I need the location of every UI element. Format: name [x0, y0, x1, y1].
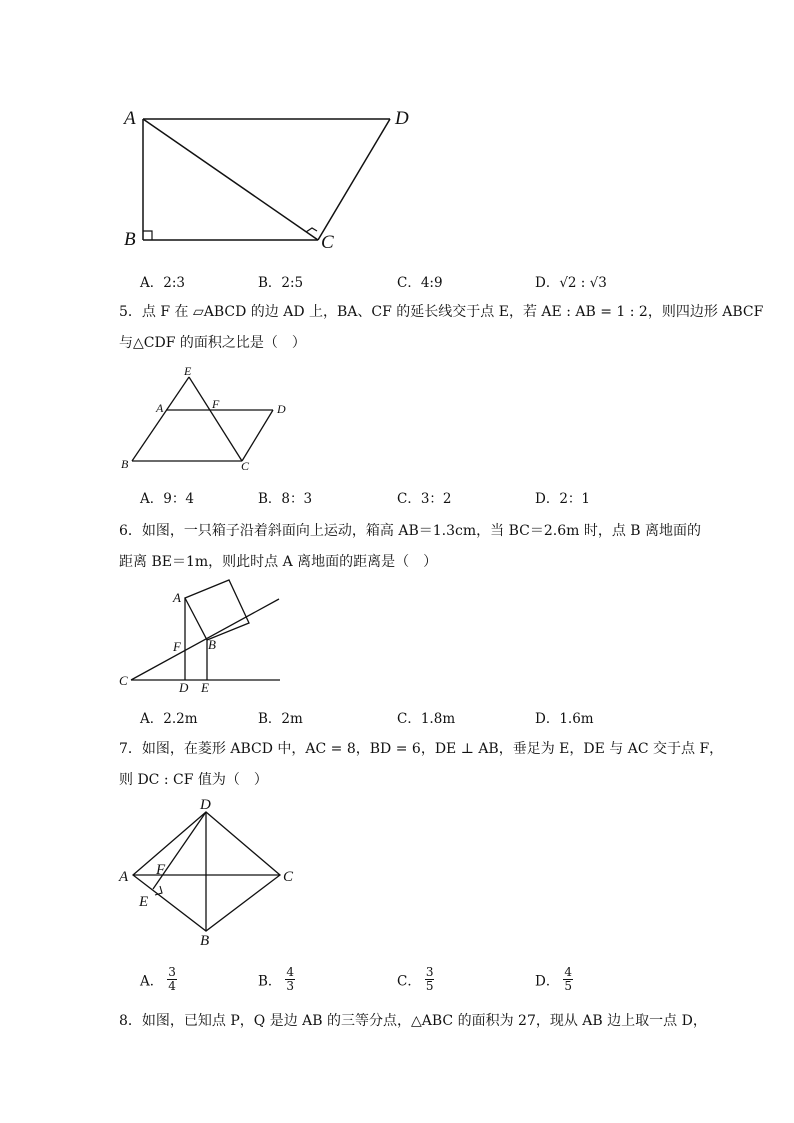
label-f: F [173, 639, 181, 654]
q7-option-c[interactable]: C． $\frac{3}{5}$ [397, 965, 434, 993]
label-d: D [277, 402, 286, 416]
q7-text-line1: 7．如图，在菱形 ABCD 中，AC = 8，BD = 6，DE ⊥ AB，垂足为 E，DE 与 AC 交于点 F， [119, 741, 724, 757]
label-d: D [200, 797, 211, 813]
q6-text-line2: 距离 BE＝1m，则此时点 A 离地面的距离是（ ） [119, 554, 438, 570]
slope-line [131, 599, 279, 680]
label-c: C [321, 232, 334, 253]
label-e: E [184, 364, 192, 378]
label-c: C [241, 459, 250, 473]
figure-trapezoid [0, 0, 794, 260]
box [185, 580, 249, 640]
label-c: C [119, 673, 128, 688]
label-b: B [208, 637, 216, 652]
q5-text-line1: 5．点 F 在 ▱ABCD 的边 AD 上，BA、CF 的延长线交于点 E，若 AE : AB = 1 : 2，则四边形 ABCF [119, 304, 764, 320]
label-d: D [179, 680, 189, 695]
q4-option-a[interactable]: A．2:3 [140, 275, 185, 291]
label-c: C [283, 869, 294, 885]
label-a: A [119, 869, 129, 885]
q6-option-d[interactable]: D．1.6m [535, 711, 594, 727]
q6-option-c[interactable]: C．1.8m [397, 711, 456, 727]
label-f: F [156, 862, 166, 878]
label-d: D [395, 108, 409, 129]
q5-option-c[interactable]: C．3：2 [397, 491, 452, 507]
right-angle-c [306, 228, 317, 232]
right-angle-b [143, 231, 152, 240]
q4-option-d[interactable]: D．√2 : √3 [535, 275, 607, 291]
fraction: $\frac{4}{3}$ [286, 965, 295, 993]
q4-option-c[interactable]: C．4:9 [397, 275, 443, 291]
q5-option-a[interactable]: A．9：4 [140, 491, 194, 507]
right-angle-e [155, 886, 162, 895]
fraction: $\frac{3}{4}$ [168, 965, 176, 993]
label-e: E [201, 680, 209, 695]
label-a: A [156, 401, 164, 415]
q6-option-a[interactable]: A．2.2m [140, 711, 198, 727]
q8-text-line1: 8．如图，已知点 P，Q 是边 AB 的三等分点，△ABC 的面积为 27，现从 AB 边上取一点 D， [119, 1013, 707, 1029]
label-e: E [139, 894, 149, 910]
q4-option-b[interactable]: B．2:5 [258, 275, 304, 291]
segment-cd [318, 119, 390, 240]
label-a: A [173, 590, 181, 605]
q7-text-line2: 则 DC : CF 值为（ ） [119, 772, 268, 788]
label-b: B [200, 933, 210, 949]
fraction: $\frac{3}{5}$ [425, 965, 434, 993]
segment-ac [143, 119, 318, 240]
q5-option-d[interactable]: D．2：1 [535, 491, 591, 507]
label-f: F [212, 397, 220, 411]
q7-option-a[interactable]: A． $\frac{3}{4}$ [140, 965, 176, 993]
q5-option-b[interactable]: B．8：3 [258, 491, 313, 507]
segment-dc [242, 410, 273, 461]
figure-parallelogram [0, 360, 794, 480]
q7-option-d[interactable]: D． $\frac{4}{5}$ [535, 965, 572, 993]
label-b: B [124, 229, 136, 250]
q6-text-line1: 6．如图，一只箱子沿着斜面向上运动，箱高 AB＝1.3cm，当 BC＝2.6m 时，点 B 离地面的 [119, 523, 702, 539]
fraction: $\frac{4}{5}$ [564, 965, 572, 993]
segment-ec [189, 377, 242, 461]
segment-be [132, 377, 189, 461]
figure-rhombus [0, 795, 794, 955]
label-b: B [121, 457, 129, 471]
q5-text-line2: 与△CDF 的面积之比是（ ） [119, 335, 306, 351]
figure-slope-box [0, 570, 794, 700]
q6-option-b[interactable]: B．2m [258, 711, 303, 727]
q7-option-b[interactable]: B． $\frac{4}{3}$ [258, 965, 295, 993]
label-a: A [124, 108, 136, 129]
